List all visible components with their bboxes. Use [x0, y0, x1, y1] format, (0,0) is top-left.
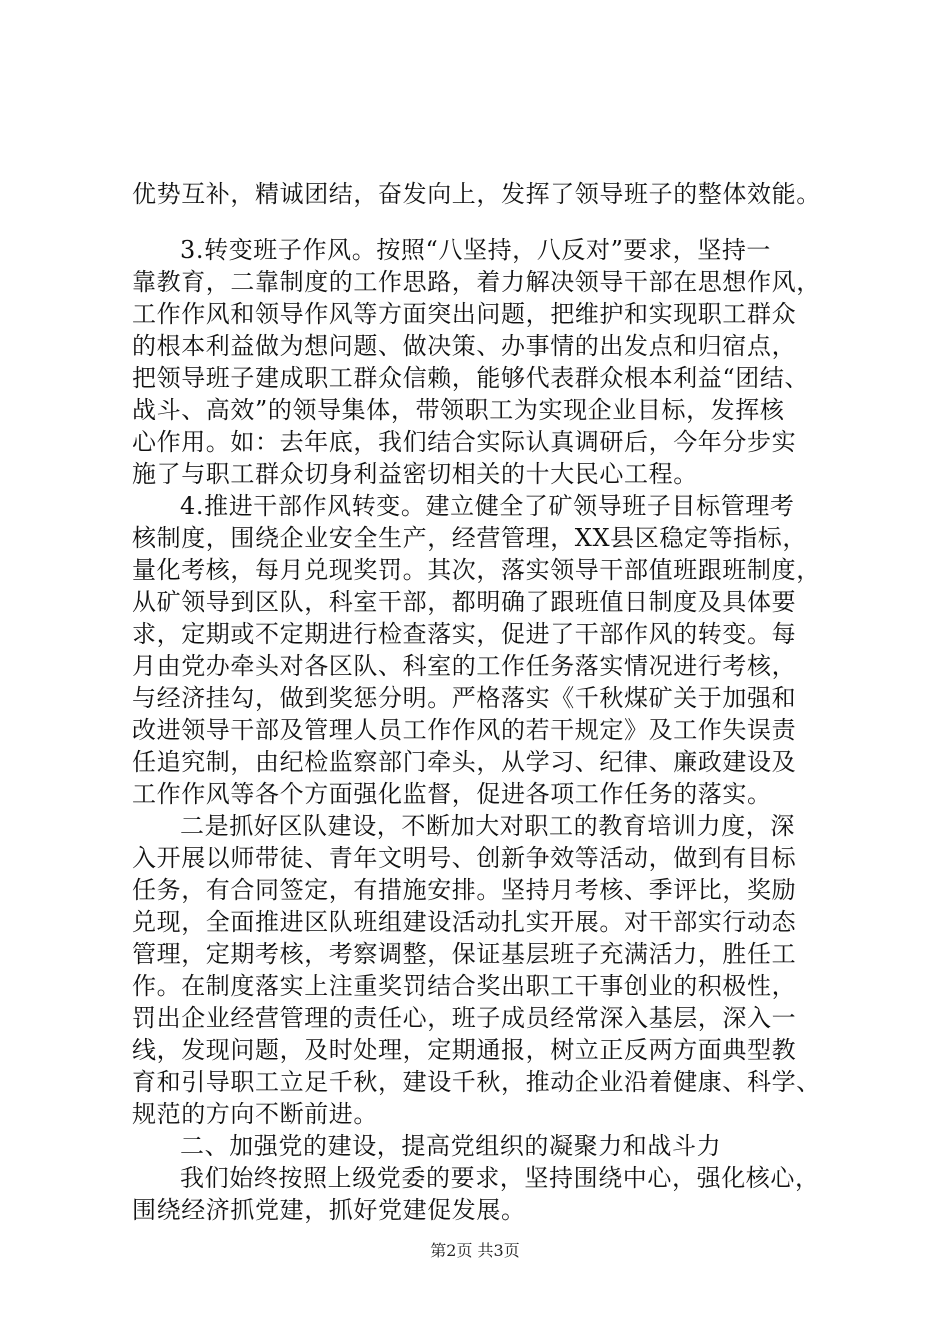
- text-line: 育和引导职工立足千秋，建设千秋，推动企业沿着健康、科学、: [132, 1068, 821, 1096]
- text-line: 核制度，围绕企业安全生产，经营管理，XX县区稳定等指标，: [132, 524, 807, 552]
- text-line: 战斗、高效”的领导集体，带领职工为实现企业目标，发挥核: [132, 396, 785, 424]
- text-line: 3.转变班子作风。按照“八坚持，八反对”要求，坚持一: [180, 236, 772, 264]
- text-line: 量化考核，每月兑现奖罚。其次，落实领导干部值班跟班制度，: [132, 556, 821, 584]
- text-line: 任务，有合同签定，有措施安排。坚持月考核、季评比，奖励: [132, 876, 797, 904]
- page-number-footer: 第2页 共3页: [430, 1241, 520, 1260]
- text-line: 心作用。如：去年底，我们结合实际认真调研后，今年分步实: [132, 428, 797, 456]
- text-line: 施了与职工群众切身利益密切相关的十大民心工程。: [132, 460, 698, 488]
- text-line: 的根本利益做为想问题、做决策、办事情的出发点和归宿点，: [132, 332, 797, 360]
- text-line: 求，定期或不定期进行检查落实，促进了干部作风的转变。每: [132, 620, 797, 648]
- text-line: 工作作风等各个方面强化监督，促进各项工作任务的落实。: [132, 780, 772, 808]
- text-line: 作。在制度落实上注重奖罚结合奖出职工干事创业的积极性，: [132, 972, 797, 1000]
- section-heading: 二、加强党的建设，提高党组织的凝聚力和战斗力: [180, 1132, 722, 1160]
- text-line: 从矿领导到区队，科室干部，都明确了跟班值日制度及具体要: [132, 588, 797, 616]
- text-line: 靠教育，二靠制度的工作思路，着力解决领导干部在思想作风，: [132, 268, 821, 296]
- text-line: 兑现，全面推进区队班组建设活动扎实开展。对干部实行动态: [132, 908, 797, 936]
- text-line: 线，发现问题，及时处理，定期通报，树立正反两方面典型教: [132, 1036, 797, 1064]
- text-line: 工作作风和领导作风等方面突出问题，把维护和实现职工群众: [132, 300, 797, 328]
- text-line: 把领导班子建成职工群众信赖，能够代表群众根本利益“团结、: [132, 364, 810, 392]
- text-line: 优势互补，精诚团结，奋发向上，发挥了领导班子的整体效能。: [132, 180, 821, 208]
- text-line: 改进领导干部及管理人员工作作风的若干规定》及工作失误责: [132, 716, 797, 744]
- text-line: 任追究制，由纪检监察部门牵头，从学习、纪律、廉政建设及: [132, 748, 797, 776]
- text-line: 规范的方向不断前进。: [132, 1100, 378, 1128]
- text-line: 二是抓好区队建设，不断加大对职工的教育培训力度，深: [180, 812, 795, 840]
- text-line: 月由党办牵头对各区队、科室的工作任务落实情况进行考核，: [132, 652, 797, 680]
- text-line: 入开展以师带徒、青年文明号、创新争效等活动，做到有目标: [132, 844, 797, 872]
- text-line: 围绕经济抓党建，抓好党建促发展。: [132, 1196, 526, 1224]
- text-line: 与经济挂勾，做到奖惩分明。严格落实《千秋煤矿关于加强和: [132, 684, 797, 712]
- text-line: 我们始终按照上级党委的要求，坚持围绕中心，强化核心，: [180, 1164, 820, 1192]
- text-line: 4.推进干部作风转变。建立健全了矿领导班子目标管理考: [180, 492, 795, 520]
- text-line: 管理，定期考核，考察调整，保证基层班子充满活力，胜任工: [132, 940, 797, 968]
- text-line: 罚出企业经营管理的责任心，班子成员经常深入基层，深入一: [132, 1004, 797, 1032]
